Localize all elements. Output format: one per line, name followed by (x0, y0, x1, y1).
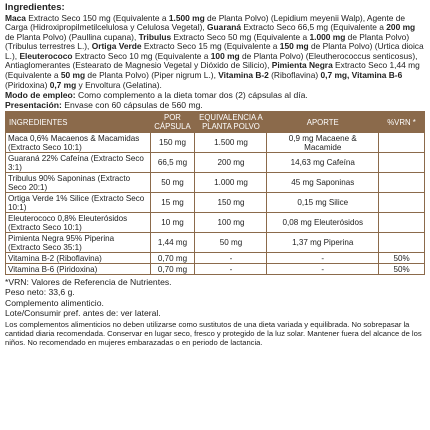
capsule-cell: 150 mg (150, 133, 195, 153)
table-row (6, 233, 425, 253)
ingredient-segment: Maca (5, 12, 26, 23)
ingredient-segment: 1.500 mg (168, 12, 205, 23)
ingredient-name-cell: Vitamina B-6 (Piridoxina) (6, 264, 151, 275)
ingredient-segment: (Piridoxina) (5, 79, 50, 90)
ingredient-segment: 200 mg (386, 22, 416, 33)
ingredient-segment: Tribulus (138, 31, 172, 42)
equivalence-cell: 150 mg (195, 193, 267, 213)
aporte-cell: 0,08 mg Eleuterósidos (267, 213, 379, 233)
equivalence-cell: 1.000 mg (195, 173, 267, 193)
ingredient-segment: de Planta Polvo) (Lepidium meyenii Walp), Agente de Carga (Hidroxipropilmetilcelulosa y Celulosa Vegetal), (5, 12, 406, 33)
header-equivalencia: EQUIVALENCIA A PLANTA POLVO (195, 112, 267, 133)
ingredient-name-cell: Maca 0,6% Macaenos & Macamidas (Extracto Seco 10:1) (6, 133, 151, 153)
ingredient-name-cell: Vitamina B-2 (Riboflavina) (6, 253, 151, 264)
table-row (6, 173, 425, 193)
ingredient-segment: y Envoltura (Gelatina). (76, 79, 162, 90)
ingredient-segment: Extracto Seco 15 mg (Equivalente a (141, 41, 280, 52)
ingredient-segment: Pimienta Negra (271, 60, 333, 71)
table-row (6, 264, 425, 275)
table-row (6, 213, 425, 233)
vrn-cell (379, 233, 425, 253)
ingredient-segment: Extracto Seco 66,5 mg (Equivalente a (241, 22, 387, 33)
footer-net-weight: Peso neto: 33,6 g. (5, 287, 75, 298)
presentation-text: Envase con 60 cápsulas de 560 mg. (61, 100, 203, 111)
table-header-row (6, 112, 425, 133)
vrn-cell: 50% (379, 253, 425, 264)
usage-text: Como complemento a la dieta tomar dos (2) cápsulas al día. (75, 90, 308, 101)
ingredient-segment: Eleuterococo (19, 50, 73, 61)
capsule-cell: 0,70 mg (150, 253, 195, 264)
capsule-cell: 10 mg (150, 213, 195, 233)
vrn-cell (379, 133, 425, 153)
ingredient-segment: Extracto Seco 150 mg (Equivalente a (25, 12, 169, 23)
ingredient-name-cell: Pimienta Negra 95% Piperina (Extracto Seco 35:1) (6, 233, 151, 253)
ingredient-segment: de Planta Polvo) (Paullina cupana), (5, 31, 139, 42)
ingredient-segment: Vitamina B-2 (218, 70, 269, 81)
ingredient-segment: Ortiga Verde (91, 41, 142, 52)
ingredient-segment: Guaraná (207, 22, 242, 33)
vrn-cell (379, 213, 425, 233)
ingredient-name-cell: Eleuterococo 0,8% Eleuterósidos (Extracto Seco 10:1) (6, 213, 151, 233)
aporte-cell: 14,63 mg Cafeína (267, 153, 379, 173)
footer-vrn-note: *VRN: Valores de Referencia de Nutrientes. (5, 277, 172, 288)
ingredients-text (5, 14, 425, 91)
ingredient-segment: 100 mg (210, 50, 240, 61)
table-row (6, 133, 425, 153)
usage-label: Modo de empleo: (5, 90, 76, 101)
ingredient-segment: Extracto Seco 50 mg (Equivalente a (171, 31, 310, 42)
aporte-cell: - (267, 264, 379, 275)
table-body (6, 133, 425, 275)
capsule-cell: 50 mg (150, 173, 195, 193)
ingredient-segment: 50 mg (60, 70, 86, 81)
usage-line (5, 90, 425, 100)
capsule-cell: 1,44 mg (150, 233, 195, 253)
equivalence-cell: - (195, 264, 267, 275)
ingredient-segment: de Planta Polvo) (Urtica dioica L.), (5, 41, 424, 61)
capsule-cell: 15 mg (150, 193, 195, 213)
presentation-line (5, 100, 425, 110)
equivalence-cell: 1.500 mg (195, 133, 267, 153)
aporte-cell: - (267, 253, 379, 264)
vrn-cell (379, 193, 425, 213)
equivalence-cell: - (195, 253, 267, 264)
ingredient-segment: 150 mg (279, 41, 309, 52)
presentation-label: Presentación: (5, 100, 62, 111)
ingredient-segment: 1.000 mg (309, 31, 346, 42)
equivalence-cell: 50 mg (195, 233, 267, 253)
ingredient-segment: Extracto Seco 1,44 mg (Equivalente a (5, 60, 420, 81)
ingredient-segment: Extracto Seco 10 mg (Equivalente a (72, 50, 211, 61)
aporte-cell: 45 mg Saponinas (267, 173, 379, 193)
equivalence-cell: 200 mg (195, 153, 267, 173)
ingredients-heading: Ingredientes: (5, 2, 65, 13)
ingredient-name-cell: Guaraná 22% Cafeína (Extracto Seco 3:1) (6, 153, 151, 173)
aporte-cell: 1,37 mg Piperina (267, 233, 379, 253)
ingredient-name-cell: Ortiga Verde 1% Silice (Extracto Seco 10:1) (6, 193, 151, 213)
aporte-cell: 0,15 mg Silice (267, 193, 379, 213)
header-por-capsula: POR CÁPSULA (150, 112, 195, 133)
ingredient-segment: de Planta Polvo) (Eleutherococcus senticosus), Antiaglomerantes (Estearato de Magnesio Vegetal y Dióxido de Silicio), (5, 50, 418, 71)
capsule-cell: 0,70 mg (150, 264, 195, 275)
footer-supplement: Complemento alimenticio. (5, 297, 104, 308)
ingredient-name-cell: Tribulus 90% Saponinas (Extracto Seco 20:1) (6, 173, 151, 193)
vrn-cell (379, 173, 425, 193)
footer-notes (5, 277, 425, 318)
aporte-cell: 0,9 mg Macaene & Macamide (267, 133, 379, 153)
disclaimer-text: Los complementos alimenticios no deben utilizarse como sustitutos de una dieta variada y equilibrada. No sobrepasar la cantidad diaria recomendada. Conservar en lugar seco, fresco y protegido de la luz solar. Mantener fuera del alcance de los niños. No recomendado en mujeres embarazadas o en periodo de lactancia. (5, 320, 422, 348)
table-row (6, 153, 425, 173)
equivalence-cell: 100 mg (195, 213, 267, 233)
ingredient-segment: de Planta Polvo) (Tribulus terrestres L.), (5, 31, 410, 52)
table-row (6, 253, 425, 264)
ingredient-segment: 0,7 mg, Vitamina B-6 (320, 70, 403, 81)
header-vrn: %VRN * (379, 112, 425, 133)
footer-lot: Lote/Consumir pref. antes de: ver lateral. (5, 307, 161, 318)
ingredient-segment: (Riboflavina) (268, 70, 321, 81)
vrn-cell: 50% (379, 264, 425, 275)
vrn-cell (379, 153, 425, 173)
header-aporte: APORTE (267, 112, 379, 133)
table-row (6, 193, 425, 213)
header-ingredientes: INGREDIENTES (6, 112, 151, 133)
ingredient-segment: de Planta Polvo) (Piper nigrum L.), (85, 70, 219, 81)
composition-table (5, 111, 425, 275)
capsule-cell: 66,5 mg (150, 153, 195, 173)
ingredient-segment: 0,7 mg (49, 79, 77, 90)
